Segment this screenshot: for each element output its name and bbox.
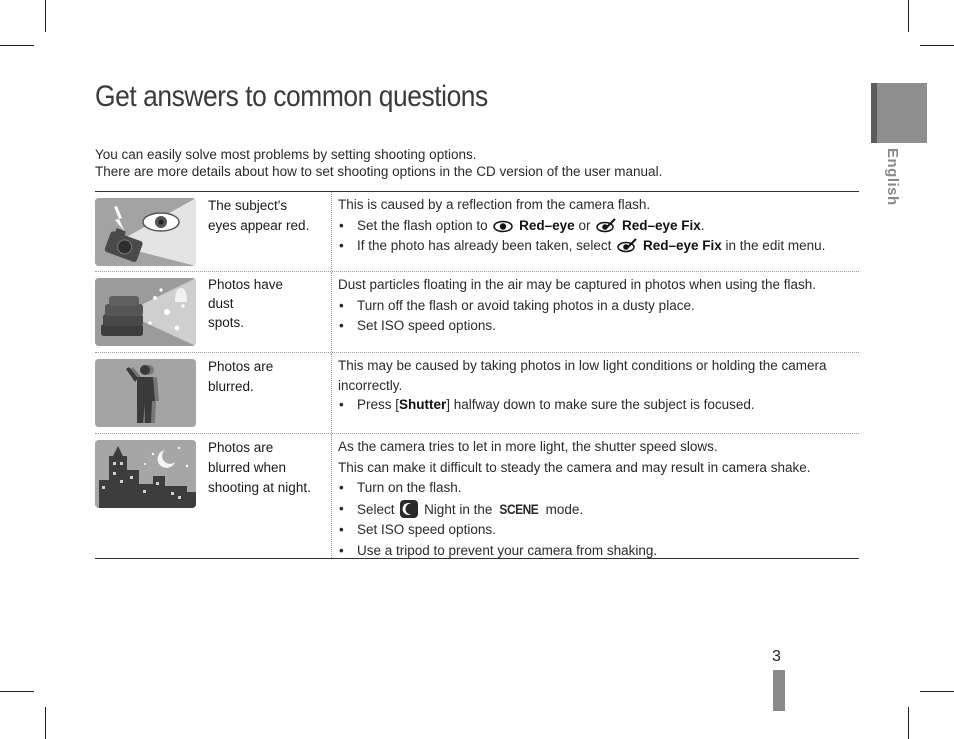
answer-line: This is caused by a reflection from the camera flash.: [338, 197, 651, 212]
faq-row-red-eye: [95, 192, 859, 271]
red-eye-icon: [493, 220, 513, 233]
faq-row-blurred: [95, 352, 859, 433]
question-blurred: [205, 353, 331, 433]
question-line: Photos are: [208, 359, 274, 374]
answer-line: This can make it difficult to steady the camera and may result in camera shake.: [338, 459, 811, 475]
red-eye-illustration: [95, 198, 196, 266]
question-line: dust: [208, 296, 234, 311]
scene-mode-label: SCENE: [499, 500, 539, 517]
page-title: Get answers to common questions: [95, 80, 488, 113]
red-eye-fix-icon: [596, 218, 616, 233]
answer-line: As the camera tries to let in more light, the shutter speed slows.: [338, 439, 718, 454]
crop-mark: [45, 707, 46, 739]
answer-bullet: • Set ISO speed options.: [338, 316, 859, 337]
intro-text: [95, 146, 662, 180]
question-line: Photos are: [208, 440, 274, 455]
crop-mark: [0, 45, 34, 46]
faq-row-night: [95, 433, 859, 558]
answer-night: [331, 434, 859, 558]
crop-mark: [0, 691, 34, 692]
language-tab: [871, 83, 927, 143]
question-line: The subject's: [208, 198, 288, 213]
question-night: [205, 434, 331, 558]
answer-bullet: • Use a tripod to prevent your camera from shaking.: [338, 541, 859, 562]
dust-spots-illustration: [95, 278, 196, 346]
answer-bullet: • If the photo has already been taken, select Red–eye Fix in the edit menu.: [338, 236, 859, 257]
answer-dust-spots: [331, 272, 859, 352]
question-line: Photos have: [208, 277, 284, 292]
night-mode-icon: [400, 500, 418, 518]
night-city-illustration: [95, 440, 196, 508]
question-dust-spots: [205, 272, 331, 352]
question-line: blurred when: [208, 460, 287, 475]
question-red-eye: [205, 192, 331, 271]
crop-mark: [45, 0, 46, 32]
answer-bullet: • Turn on the flash.: [338, 478, 859, 499]
red-eye-fix-icon: [617, 238, 637, 253]
intro-line: There are more details about how to set shooting options in the CD version of the user manual.: [95, 164, 663, 179]
question-line: shooting at night.: [208, 480, 311, 495]
crop-mark: [920, 45, 954, 46]
answer-bullet: • Select Night in the SCENE mode.: [338, 499, 859, 521]
faq-table: [95, 191, 859, 559]
answer-line: incorrectly.: [338, 377, 403, 393]
answer-line: This may be caused by taking photos in low light conditions or holding the camera: [338, 358, 827, 373]
answer-line: Dust particles floating in the air may be captured in photos when using the flash.: [338, 277, 817, 292]
question-line: eyes appear red.: [208, 218, 310, 233]
answer-bullet: • Turn off the flash or avoid taking photos in a dusty place.: [338, 296, 859, 317]
answer-bullet: • Set ISO speed options.: [338, 520, 859, 541]
answer-blurred: [331, 353, 859, 433]
blurred-person-illustration: [95, 359, 196, 427]
intro-line: You can easily solve most problems by setting shooting options.: [95, 147, 477, 162]
answer-bullet: • Press [Shutter] halfway down to make sure the subject is focused.: [338, 395, 859, 415]
crop-mark: [908, 0, 909, 32]
crop-mark: [920, 691, 954, 692]
language-label: English: [884, 148, 901, 206]
answer-red-eye: [331, 192, 859, 271]
crop-mark: [908, 707, 909, 739]
faq-row-dust-spots: [95, 271, 859, 352]
page-number-bar: [773, 670, 785, 711]
language-tab-edge: [871, 83, 877, 143]
question-line: spots.: [208, 315, 245, 330]
question-line: blurred.: [208, 379, 254, 394]
answer-bullet: • Set the flash option to Red–eye or Red–eye Fix.: [338, 216, 859, 237]
page-number: 3: [772, 648, 781, 665]
